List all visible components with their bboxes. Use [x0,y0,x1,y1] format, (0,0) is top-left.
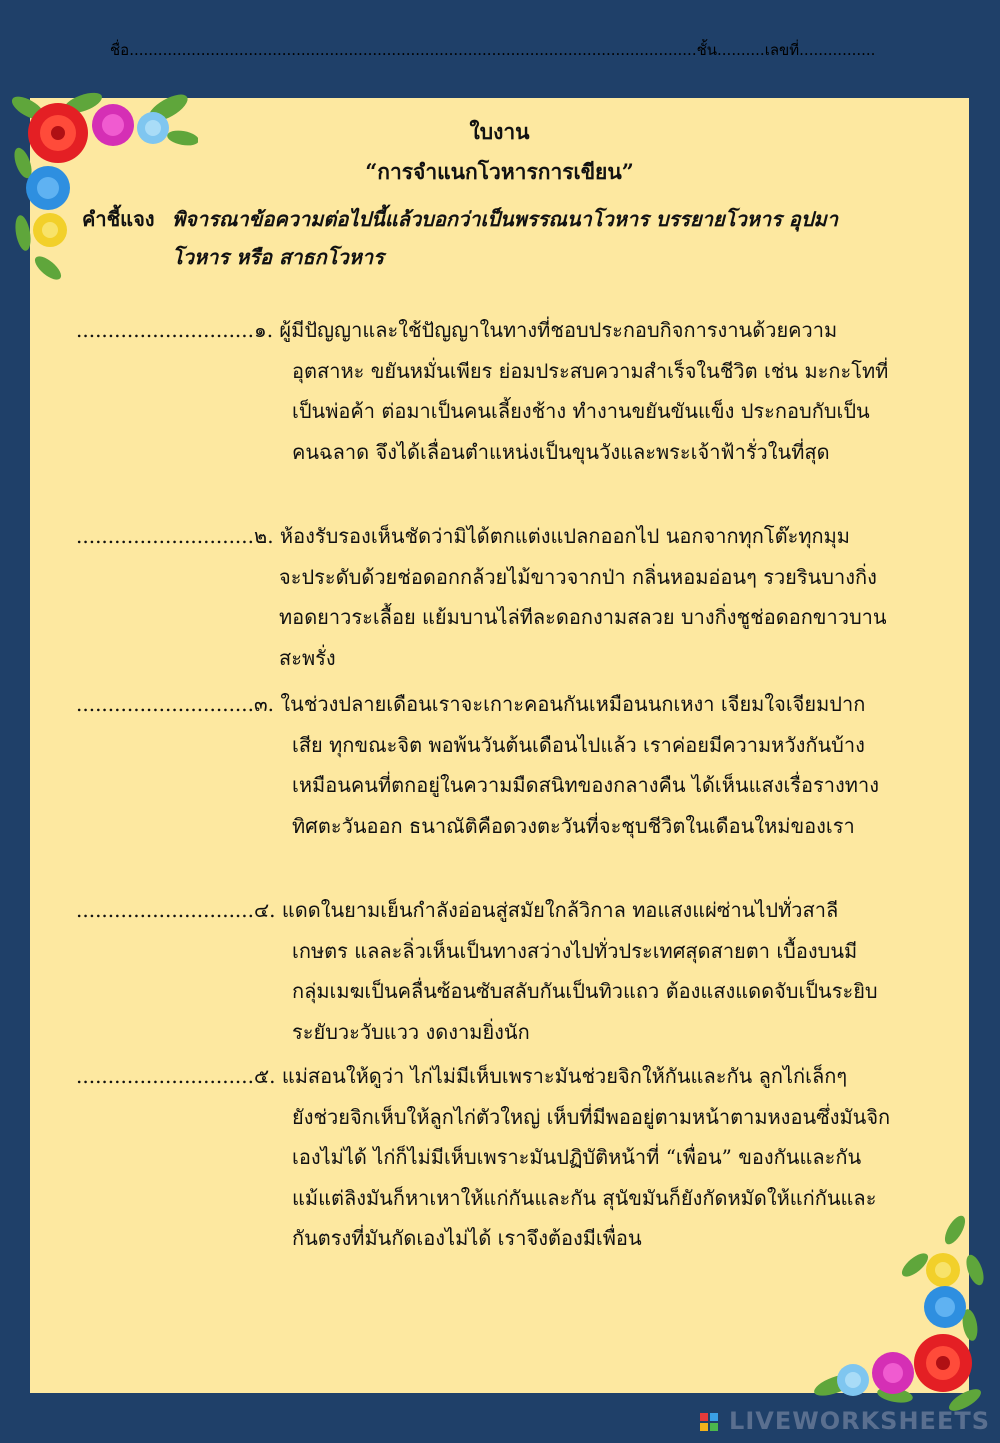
item-3 [76,684,894,846]
item-2 [76,516,894,678]
item-4-text: เกษตร แลละลิ่วเห็นเป็นทางสว่างไปทั่วประเทศสุดสายตา เบื้องบนมีกลุ่มเมฆเป็นคลื่นซ้อนซับสลับกันเป็นทิวแถว ต้องแสงแดดจับเป็นระยิบระยับวะวับแวว งดงามยิ่งนัก [292,938,878,1044]
item-4 [76,890,894,1052]
item-4-answer-line[interactable]: ............................๔. แดดในยามเย็นกำลังอ่อนสู่สมัยใกล้วิกาล ทอแสงแผ่ซ่านไปทั่วสาลี [76,898,839,922]
item-5-answer-line[interactable]: ............................๕. แม่สอนให้ดูว่า ไก่ไม่มีเห็บเพราะมันช่วยจิกให้กันและกัน ลูกไก่เล็กๆ [76,1064,848,1088]
name-class-number-line: ชื่อ.......................................................................................................................ชั้น..........เลขที่................ [110,41,876,59]
item-3-answer-line[interactable]: ............................๓. ในช่วงปลายเดือนเราจะเกาะคอนกันเหมือนนกเหงา เจียมใจเจียมปาก [76,692,866,716]
item-3-text: เสีย ทุกขณะจิต พอพ้นวันต้นเดือนไปแล้ว เราค่อยมีความหวังกันบ้าง เหมือนคนที่ตกอยู่ในความมืดสนิทของกลางคืน ได้เห็นแสงเรื่อรางทางทิศตะวันออก ธนาณัติคือดวงตะวันที่จะชุบชีวิตในเดือนใหม่ของเรา [292,732,879,838]
flower-decoration-bottom-right [805,1215,995,1413]
watermark-text: LIVEWORKSHEETS [729,1407,990,1435]
item-1-text: อุตสาหะ ขยันหมั่นเพียร ย่อมประสบความสำเร็จในชีวิต เช่น มะกะโทที่เป็นพ่อค้า ต่อมาเป็นคนเลี้ยงช้าง ทำงานขยันขันแข็ง ประกอบกับเป็นคนฉลาด จึงได้เลื่อนตำแหน่งเป็นขุนวังและพระเจ้าฟ้ารั่วในที่สุด [292,358,889,464]
item-5-text: ยังช่วยจิกเห็บให้ลูกไก่ตัวใหญ่ เห็บที่มีพออยู่ตามหน้าตามหงอนซึ่งมันจิกเองไม่ได้ ไก่ก็ไม่มีเห็บเพราะมันปฏิบัติหน้าที่ “เพื่อน” ของกันและกัน แม้แต่ลิงมันก็หาเหาให้แก่กันและกัน สุนัขมันก็ยังกัดหมัดให้แก่กันและกันตรงที่มันกัดเองไม่ได้ เราจึงต้องมีเพื่อน [292,1104,891,1250]
item-2-text: จะประดับด้วยช่อดอกกล้วยไม้ขาวจากป่า กลิ่นหอมอ่อนๆ รวยรินบางกิ่งทอดยาวระเลื้อย แย้มบานไล่ทีละดอกงามสลวย บางกิ่งชูช่อดอกขาวบานสะพรั่ง [279,564,887,670]
flower-decoration-top-left [8,88,198,283]
worksheet-title: ใบงาน [469,119,530,144]
item-1 [76,310,894,472]
directions-label: คำชี้แจง [82,207,155,231]
liveworksheets-logo-icon [700,1413,718,1431]
item-2-answer-line[interactable]: ............................๒. ห้องรับรองเห็นชัดว่ามิได้ตกแต่งแปลกออกไป นอกจากทุกโต๊ะทุกมุม [76,524,850,548]
worksheet-subtitle: “การจำแนกโวหารการเขียน” [365,159,634,184]
item-1-answer-line[interactable]: ............................๑. ผู้มีปัญญาและใช้ปัญญาในทางที่ชอบประกอบกิจการงานด้วยความ [76,318,838,342]
directions-text: พิจารณาข้อความต่อไปนี้แล้วบอกว่าเป็นพรรณนาโวหาร บรรยายโวหาร อุปมาโวหาร หรือ สาธกโวหาร [172,207,838,269]
item-5 [76,1056,894,1259]
